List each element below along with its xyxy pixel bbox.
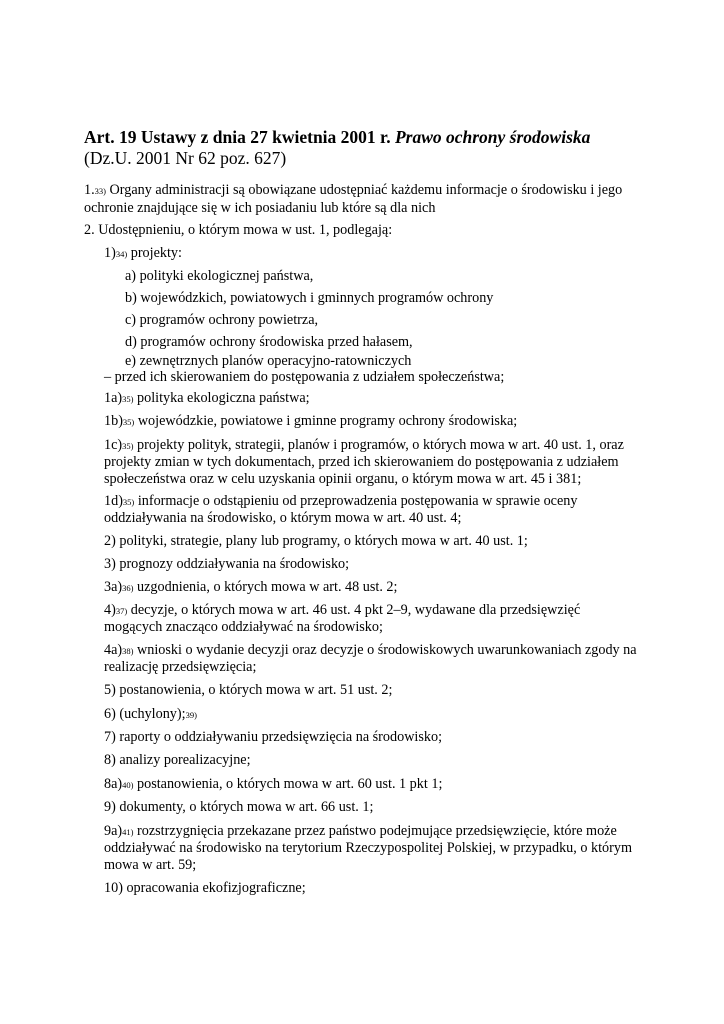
item-1c-line-1 (104, 437, 624, 455)
footnote-ref: 35) (122, 394, 134, 404)
item-9a-line-2: oddziaływać na środowisko na terytorium Rzeczypospolitej Polskiej, w przypadku, o którym (104, 840, 632, 856)
item-4-line-2: mogących znacząco oddziaływać na środowisko; (104, 619, 383, 635)
title-italic: Prawo ochrony środowiska (394, 127, 591, 147)
item-7: 7) raporty o oddziaływaniu przedsięwzięcia na środowisko; (104, 729, 443, 745)
footnote-ref: 39) (185, 710, 197, 720)
item-text: rozstrzygnięcia przekazane przez państwo podejmujące przedsięwzięcie, które może (133, 823, 617, 839)
item-text: wojewódzkie, powiatowe i gminne programy ochrony środowiska; (134, 413, 518, 429)
item-1b (104, 413, 517, 431)
item-5: 5) postanowienia, o których mowa w art. 51 ust. 2; (104, 682, 393, 698)
item-number: 4a) (104, 642, 123, 658)
footnote-ref: 38) (122, 646, 134, 656)
item-number: 1. (84, 182, 95, 198)
page-title (84, 127, 590, 148)
item-number: 1d) (104, 493, 123, 509)
sub-item-a: a) polityki ekologicznej państwa, (125, 268, 314, 284)
item-1 (104, 245, 182, 263)
footnote-ref: 34) (115, 249, 128, 259)
sub-item-c: c) programów ochrony powietrza, (125, 312, 319, 328)
paragraph-2: 2. Udostępnieniu, o którym mowa w ust. 1, podlegają: (84, 222, 393, 238)
item-8a (104, 776, 442, 794)
item-9: 9) dokumenty, o których mowa w art. 66 ust. 1; (104, 799, 374, 815)
item-1c-line-2: projekty zmian w tych dokumentach, przed ich skierowaniem do postępowania z udziałem (104, 454, 619, 470)
item-9a-line-1 (104, 823, 617, 841)
item-10: 10) opracowania ekofizjograficzne; (104, 880, 306, 896)
footnote-ref: 33) (94, 186, 106, 196)
item-1c-line-3: społeczeństwa oraz w celu uzyskania opinii organu, o którym mowa w art. 45 i 381; (104, 471, 582, 487)
title-bold: Art. 19 Ustawy z dnia 27 kwietnia 2001 r. (84, 127, 391, 147)
item-number: 9a) (104, 823, 123, 839)
item-3a (104, 579, 397, 597)
footnote-ref: 35) (122, 417, 135, 427)
item-9a-line-3: mowa w art. 59; (104, 857, 197, 873)
dash-clause: – przed ich skierowaniem do postępowania z udziałem społeczeństwa; (104, 369, 505, 385)
item-text: projekty: (127, 245, 182, 261)
footnote-ref: 41) (122, 827, 134, 837)
paragraph-1-line-1 (84, 182, 622, 200)
sub-item-e: e) zewnętrznych planów operacyjno-ratowniczych (125, 353, 412, 369)
item-number: 4) (104, 602, 116, 618)
item-number: 1c) (104, 437, 123, 453)
item-number: 1b) (104, 413, 123, 429)
item-3: 3) prognozy oddziaływania na środowisko; (104, 556, 350, 572)
item-6 (104, 706, 197, 724)
item-text: postanowienia, o których mowa w art. 60 ust. 1 pkt 1; (133, 776, 443, 792)
item-text: projekty polityk, strategii, planów i programów, o których mowa w art. 40 ust. 1, oraz (133, 437, 624, 453)
footnote-ref: 40) (122, 780, 134, 790)
item-1d-line-2: oddziaływania na środowisko, o którym mowa w art. 40 ust. 4; (104, 510, 462, 526)
page-subtitle: (Dz.U. 2001 Nr 62 poz. 627) (84, 148, 287, 168)
item-number: 8a) (104, 776, 123, 792)
item-1a (104, 390, 310, 408)
footnote-ref: 36) (122, 583, 134, 593)
sub-item-b: b) wojewódzkich, powiatowych i gminnych programów ochrony (125, 290, 494, 306)
item-4a-line-2: realizację przedsięwzięcia; (104, 659, 257, 675)
item-text: Organy administracji są obowiązane udostępniać każdemu informacje o środowisku i jego (105, 182, 623, 198)
paragraph-1-line-2: ochronie znajdujące się w ich posiadaniu lub które są dla nich (84, 200, 436, 216)
footnote-ref: 35) (122, 441, 134, 451)
item-4a-line-1 (104, 642, 637, 660)
item-number: 3a) (104, 579, 123, 595)
item-4-line-1 (104, 602, 580, 620)
sub-item-d: d) programów ochrony środowiska przed hałasem, (125, 334, 413, 350)
item-text: 6) (uchylony); (104, 706, 186, 722)
item-text: decyzje, o których mowa w art. 46 ust. 4 pkt 2–9, wydawane dla przedsięwzięć (127, 602, 581, 618)
item-text: polityka ekologiczna państwa; (133, 390, 310, 406)
item-2: 2) polityki, strategie, plany lub programy, o których mowa w art. 40 ust. 1; (104, 533, 528, 549)
item-number: 1a) (104, 390, 123, 406)
item-number: 1) (104, 245, 116, 261)
item-1d-line-1 (104, 493, 577, 511)
item-text: wnioski o wydanie decyzji oraz decyzje o środowiskowych uwarunkowaniach zgody na (133, 642, 637, 658)
item-8: 8) analizy porealizacyjne; (104, 752, 251, 768)
footnote-ref: 37) (115, 606, 128, 616)
item-text: uzgodnienia, o których mowa w art. 48 ust. 2; (133, 579, 398, 595)
item-text: informacje o odstąpieniu od przeprowadzenia postępowania w sprawie oceny (134, 493, 578, 509)
footnote-ref: 35) (122, 497, 135, 507)
